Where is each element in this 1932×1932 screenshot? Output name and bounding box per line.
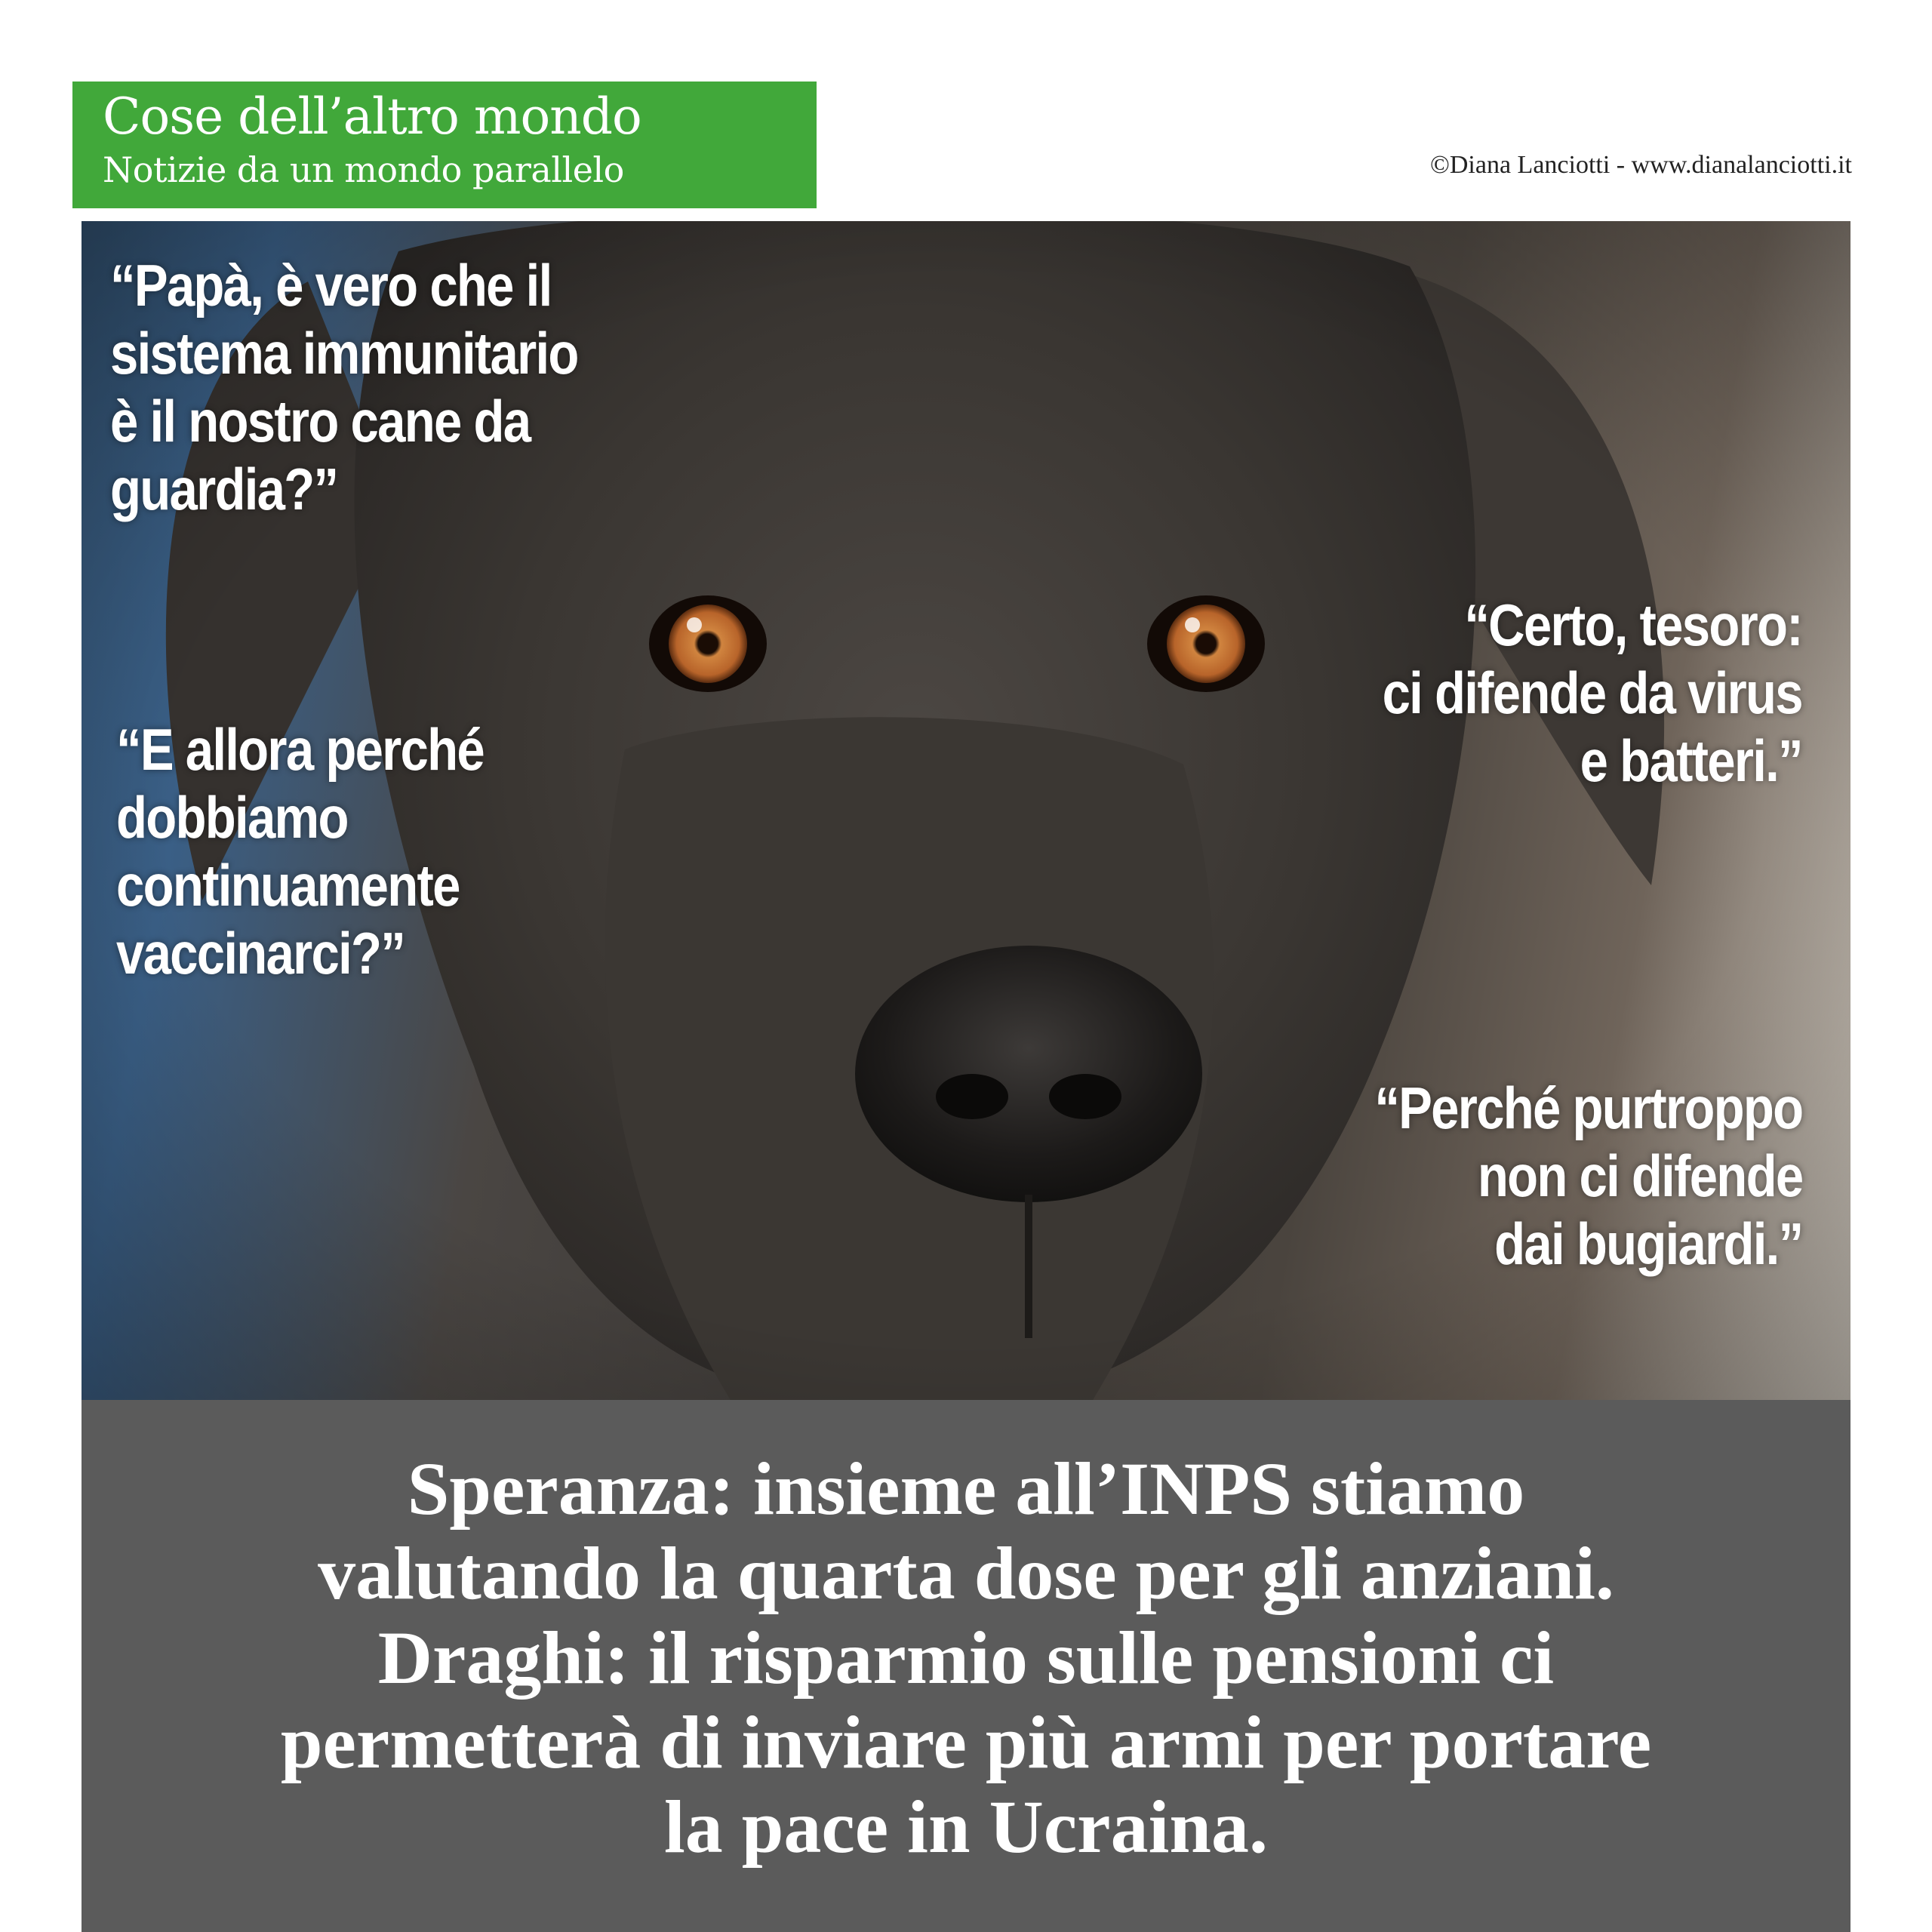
header-title: Cose dell’altro mondo bbox=[103, 88, 641, 146]
quote-line: “Perché purtroppo bbox=[1374, 1075, 1802, 1141]
quote-child-followup bbox=[116, 715, 484, 987]
quote-line: “E allora perché bbox=[116, 716, 484, 783]
caption-line: valutando la quarta dose per gli anziani. bbox=[318, 1531, 1614, 1615]
quote-line: non ci difende bbox=[1477, 1143, 1802, 1209]
quote-line: guardia?” bbox=[110, 456, 338, 522]
quote-line: continuamente bbox=[116, 852, 460, 918]
dog-photo bbox=[82, 221, 1850, 1400]
quote-line: ci difende da virus bbox=[1382, 660, 1802, 726]
quote-parent-answer bbox=[1383, 591, 1802, 795]
quote-line: sistema immunitario bbox=[110, 320, 578, 386]
quote-parent-final bbox=[1374, 1074, 1802, 1278]
quote-line: dai bugiardi.” bbox=[1494, 1211, 1802, 1277]
quote-line: vaccinarci?” bbox=[116, 920, 405, 986]
copyright-credit: ©Diana Lanciotti - www.dianalanciotti.it bbox=[1430, 151, 1852, 179]
quote-line: dobbiamo bbox=[116, 784, 348, 851]
quote-line: e batteri.” bbox=[1580, 728, 1802, 794]
caption-line: Draghi: il risparmio sulle pensioni ci bbox=[377, 1616, 1555, 1700]
caption-line: permetterà di inviare più armi per portare bbox=[280, 1700, 1652, 1784]
quote-child-question bbox=[110, 251, 578, 523]
caption-line: la pace in Ucraina. bbox=[664, 1785, 1268, 1869]
quote-line: “Papà, è vero che il bbox=[110, 252, 552, 318]
quote-line: “Certo, tesoro: bbox=[1464, 592, 1802, 658]
header-subtitle: Notizie da un mondo parallelo bbox=[103, 149, 624, 190]
caption-line: Speranza: insieme all’INPS stiamo bbox=[407, 1447, 1525, 1531]
caption-panel bbox=[82, 1400, 1850, 1932]
header-badge bbox=[72, 82, 817, 208]
quote-line: è il nostro cane da bbox=[110, 388, 531, 454]
